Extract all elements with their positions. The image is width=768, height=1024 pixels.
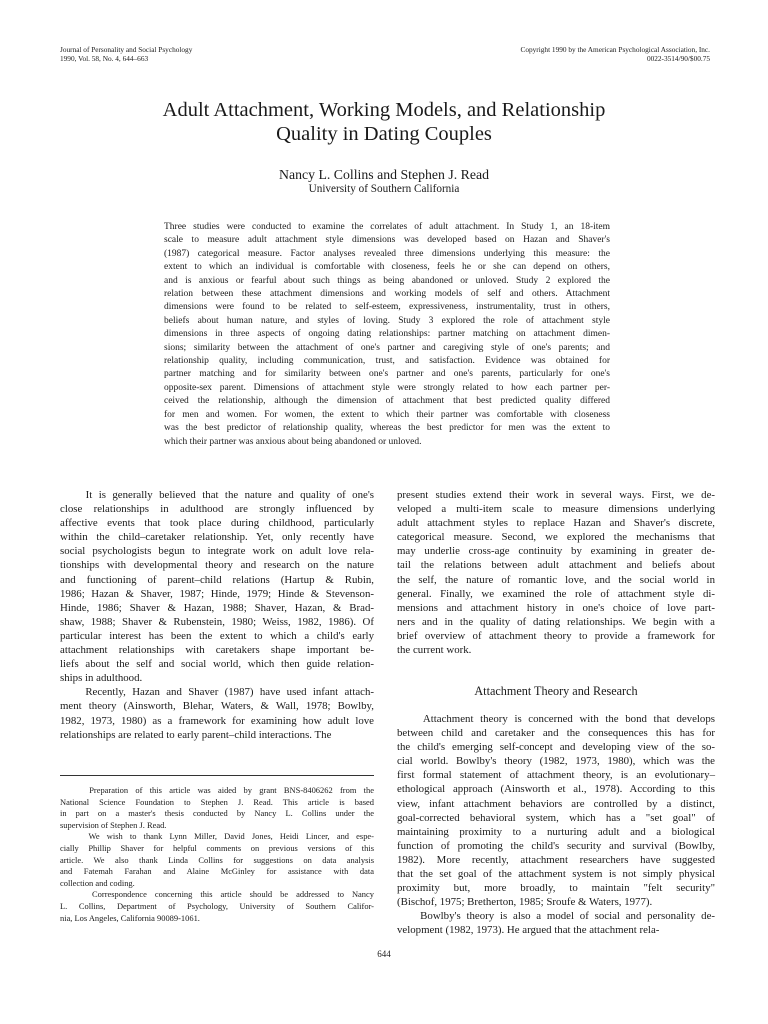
abstract-line: extent to which an individual is comfortable with closeness, feels he or she can depend on others,	[164, 262, 610, 273]
journal-name: Journal of Personality and Social Psychology	[60, 45, 193, 54]
body-text-line: view, infant attachment behaviors are controlled by a distinct,	[397, 797, 715, 810]
abstract-line: scale to measure adult attachment style dimensions was developed based on Hazan and Shaver's	[164, 235, 610, 246]
footnote-line: article. We also thank Linda Collins for suggestions on data analysis	[60, 854, 374, 865]
footnote-line: collection and coding.	[60, 877, 135, 888]
footnote-line: in part on a master's thesis conducted by Nancy L. Collins under the	[60, 808, 374, 819]
body-text-line: particular interest has been the extent to which a child's early	[60, 629, 374, 642]
body-text-line: Bowlby's theory is also a model of social and personality de-	[397, 910, 715, 923]
title-line-2: Quality in Dating Couples	[276, 123, 492, 145]
author-notes	[60, 785, 374, 924]
body-text-line: ment theory (Ainsworth, Blehar, Waters, & Wall, 1978; Bowlby,	[60, 700, 374, 713]
body-text-line: the current work.	[397, 644, 472, 657]
body-text-line: close relationships in adulthood are strongly influenced by	[60, 503, 374, 516]
body-text-line: affective events that took place during childhood, particularly	[60, 517, 374, 530]
body-text-line: veloped a multi-item scale to measure dimensions underlying	[397, 503, 715, 516]
body-text-line: brief overview of attachment theory to provide a framework for	[397, 629, 715, 642]
body-text-line: relationships are related to early parent–child interactions. The	[60, 728, 332, 741]
copyright-line: Copyright 1990 by the American Psychological Association, Inc.	[520, 45, 710, 54]
body-text-line: tionships with developmental theory and research on the nature	[60, 559, 374, 572]
body-text-line: categorical measure. Second, we explored the mechanisms that	[397, 531, 715, 544]
body-text-line: Hinde, 1986; Shaver & Hazan, 1988; Shaver, Hazan, & Brad-	[60, 601, 374, 614]
body-text-line: present studies extend their work in several ways. First, we de-	[397, 489, 715, 501]
body-text-line: It is generally believed that the nature and quality of one's	[60, 489, 374, 501]
body-text-line: attachment relationships with caretakers shape important be-	[60, 644, 374, 657]
body-text-line: within the child–caretaker relationship. Yet, only recently have	[60, 531, 374, 544]
abstract-line: was the best predictor of relationship quality, whereas the best predictor for men was the extent to	[164, 423, 610, 434]
footnote-line: and Fatemah Farahan and Alaine McGinley for assistance with data	[60, 866, 374, 877]
body-column-right-section	[397, 712, 715, 938]
body-text-line: that the set goal of the attachment system is not simply physical	[397, 868, 715, 881]
body-text-line: mensions and attachment history in one's choice of love part-	[397, 601, 715, 614]
body-text-line: tail the relations between adult attachment and beliefs about	[397, 559, 715, 572]
body-text-line: social psychologists begun to integrate work on adult love rela-	[60, 545, 374, 558]
body-text-line: first formal statement of attachment theory, is an evolutionary–	[397, 769, 715, 782]
footnote-line: cially Phillip Shaver for helpful comments on previous versions of this	[60, 842, 374, 853]
footnote-divider	[60, 775, 374, 776]
abstract-line: Three studies were conducted to examine the correlates of adult attachment. In Study 1, an 18-item	[164, 222, 610, 232]
body-text-line: function of promoting the child's security and survival (Bowlby,	[397, 839, 715, 852]
abstract-line: relation between these attachment dimensions and working models of self and others. Attachment	[164, 289, 610, 300]
footnote-line: Correspondence concerning this article should be addressed to Nancy	[60, 889, 374, 900]
body-text-line: velopment (1982, 1973). He argued that the attachment rela-	[397, 924, 660, 937]
journal-citation	[60, 46, 192, 63]
abstract-line: which their partner was anxious about being abandoned or unloved.	[164, 436, 422, 447]
copyright-notice	[521, 46, 711, 63]
body-text-line: goal-corrected behavioral system, which has a "set goal" of	[397, 811, 715, 824]
footnote-line: We wish to thank Lynn Miller, David Jones, Heidi Lincer, and espe-	[60, 831, 374, 842]
footnote-line: Preparation of this article was aided by grant BNS-8406262 from the	[60, 785, 374, 795]
body-text-line: Attachment theory is concerned with the bond that develops	[397, 713, 715, 725]
body-text-line: shaw, 1988; Shaver & Rubenstein, 1980; Weiss, 1982, 1986). Of	[60, 615, 374, 628]
abstract-line: ceived the relationship, although the dimension of attachment that best predicted quality differed	[164, 396, 610, 407]
body-text-line: maintaining proximity to a nurturing adult and a biological	[397, 825, 715, 838]
title-line-1: Adult Attachment, Working Models, and Relationship	[162, 99, 606, 121]
body-text-line: ethological approach (Ainsworth et al., 1978). According to this	[397, 783, 715, 796]
body-text-line: the self, the nature of romantic love, and the social world in	[397, 573, 715, 586]
body-text-line: liefs about the self and social world, which then guide relation-	[60, 658, 374, 671]
footnote-line: National Science Foundation to Stephen J. Read. This article is based	[60, 796, 374, 807]
body-column-left	[60, 488, 374, 742]
abstract-line: beliefs about human nature, and styles of loving. Study 3 explored the role of attachment style	[164, 315, 610, 326]
abstract-line: sions; similarity between the attachment of one's partner and caregiving style of one's parents; and	[164, 342, 610, 353]
body-text-line: adult attachment styles to replace Hazan and Shaver's discrete,	[397, 517, 715, 530]
abstract-line: opposite-sex parent. Dimensions of attachment style were strongly related to how each partner per-	[164, 382, 610, 393]
abstract-line: relationship quality, including communication, trust, and satisfaction. Evidence was obtained for	[164, 356, 610, 367]
abstract-line: for men and women. For women, the extent to which their partner was comfortable with closeness	[164, 409, 610, 420]
body-text-line: general. Finally, we examined the role of attachment style di-	[397, 587, 715, 600]
abstract-line: dimensions were found to be related to self-esteem, expressiveness, instrumentality, trust in others,	[164, 302, 610, 313]
body-text-line: between child and caretaker and the consequences this has for	[397, 727, 715, 740]
abstract-line: dimensions in three aspects of ongoing dating relationships: partner matching on attachment dimen-	[164, 329, 610, 340]
abstract	[164, 221, 610, 449]
body-column-right	[397, 488, 715, 657]
body-text-line: may underlie cross-age continuity by examining in greater de-	[397, 545, 715, 558]
article-title	[60, 98, 708, 146]
body-text-line: ships in adulthood.	[60, 672, 143, 685]
body-text-line: ners and in the quality of dating relationships. We begin with a	[397, 615, 715, 628]
body-text-line: and functioning of parent–child relations (Hartup & Rubin,	[60, 573, 374, 586]
abstract-line: partner matching and for similarity between one's partner and one's parents, particularly for one's	[164, 369, 610, 380]
page-number: 644	[377, 949, 391, 959]
abstract-line: and is anxious or fearful about such things as being abandoned or unloved. Study 2 explored the	[164, 275, 610, 286]
body-text-line: 1986; Hazan & Shaver, 1987; Hinde, 1979; Hinde & Stevenson-	[60, 587, 374, 600]
author-names: Nancy L. Collins and Stephen J. Read	[279, 167, 489, 182]
section-heading: Attachment Theory and Research	[474, 684, 638, 698]
footnote-line: supervision of Stephen J. Read.	[60, 819, 167, 830]
footnote-line: nia, Los Angeles, California 90089-1061.	[60, 912, 200, 923]
journal-volume: 1990, Vol. 58, No. 4, 644–663	[60, 53, 149, 63]
body-text-line: cial world. Bowlby's theory (1982, 1973, 1980), which was the	[397, 755, 715, 768]
abstract-line: (1987) categorical measure. Factor analyses revealed three dimensions underlying this measure: the	[164, 248, 610, 259]
body-text-line: (Bischof, 1975; Bretherton, 1985; Sroufe & Waters, 1977).	[397, 896, 653, 909]
issn-line: 0022-3514/90/$00.75	[646, 53, 710, 63]
body-text-line: 1982). More recently, attachment researchers have suggested	[397, 853, 715, 866]
body-text-line: the child's emerging self-concept and developing view of the so-	[397, 741, 715, 754]
body-text-line: 1982, 1973, 1980) as a framework for examining how adult love	[60, 714, 374, 727]
footnote-line: L. Collins, Department of Psychology, University of Southern Califor-	[60, 900, 374, 911]
body-text-line: Recently, Hazan and Shaver (1987) have used infant attach-	[60, 686, 374, 699]
body-text-line: proximity but, more broadly, to maintain "felt security"	[397, 882, 715, 895]
author-affiliation: University of Southern California	[308, 183, 460, 195]
